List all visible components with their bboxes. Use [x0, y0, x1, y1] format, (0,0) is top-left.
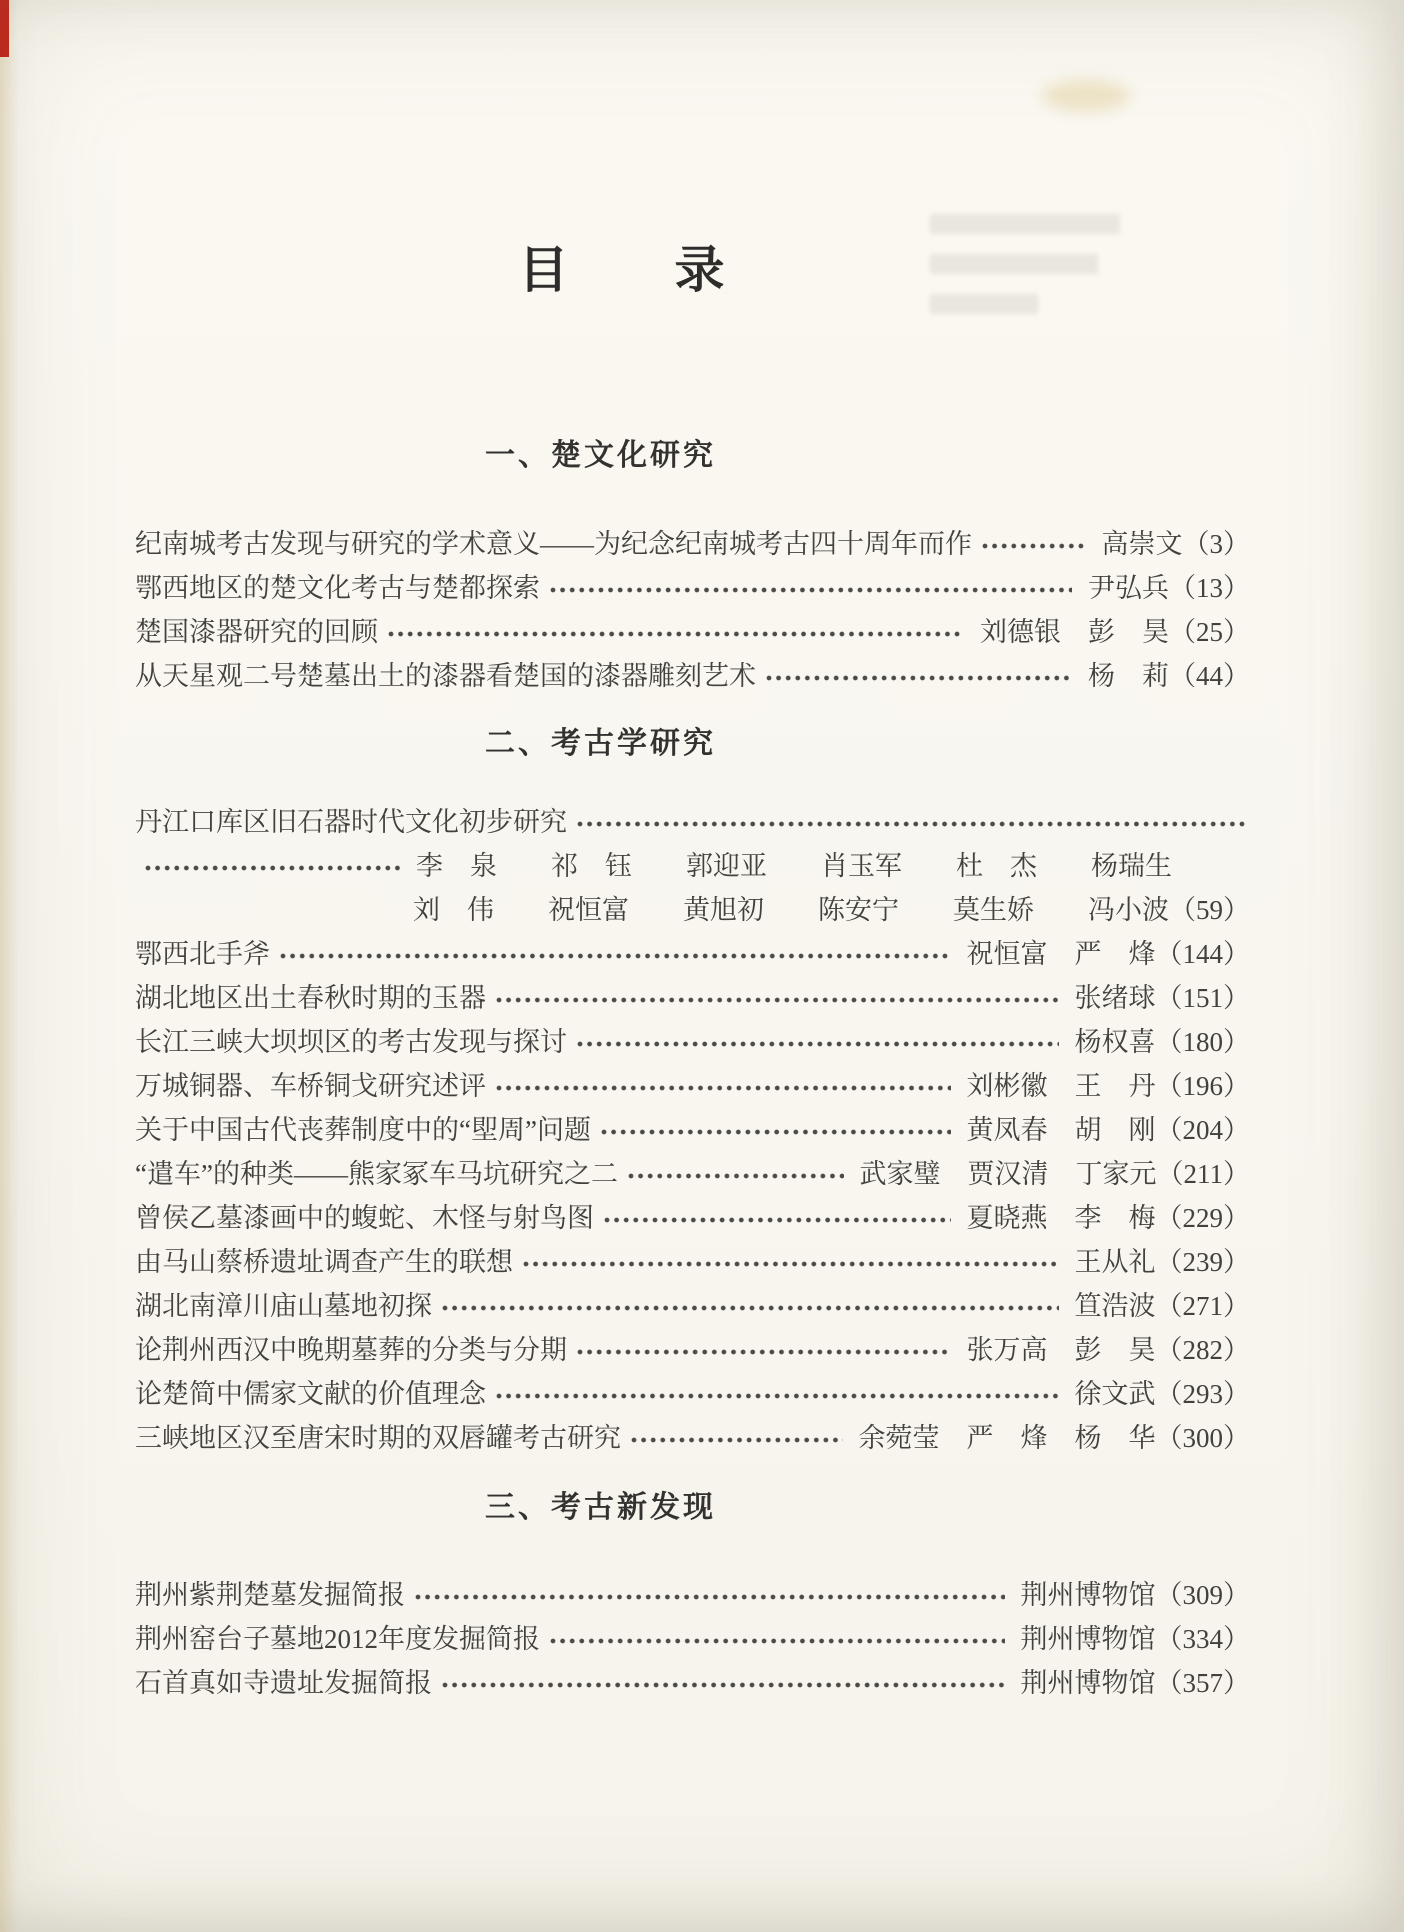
section-heading: 三、考古新发现 — [485, 1491, 716, 1524]
page-title: 目 录 — [518, 242, 727, 298]
toc-section — [135, 438, 1250, 698]
entry-page-number: （309） — [1155, 1580, 1250, 1610]
entry-authors: 刘 伟 祝恒富 黄旭初 陈安宁 莫生娇 冯小波 — [413, 895, 1169, 925]
dotted-leader — [577, 1349, 951, 1355]
toc-entry — [135, 1573, 1250, 1617]
page-edge-shading — [0, 0, 18, 1932]
entry-title: 湖北南漳川庙山墓地初探 — [135, 1291, 432, 1321]
toc-content — [135, 0, 1250, 1705]
dotted-leader — [442, 1305, 1059, 1311]
entry-title: 鄂西地区的楚文化考古与楚都探索 — [135, 573, 540, 603]
dotted-leader — [550, 1638, 1005, 1644]
entry-page-number: （282） — [1155, 1335, 1250, 1365]
entry-page-number: （59） — [1169, 895, 1250, 925]
entry-authors: 张万高 彭 昊 — [966, 1335, 1156, 1365]
dotted-leader — [628, 1173, 844, 1179]
entry-title: 曾侯乙墓漆画中的蝮蛇、木怪与射鸟图 — [135, 1203, 594, 1233]
entry-page-number: （204） — [1155, 1115, 1250, 1145]
entry-authors: 祝恒富 严 烽 — [966, 939, 1156, 969]
toc-entry — [135, 1020, 1250, 1064]
entry-page-number: （357） — [1155, 1668, 1250, 1698]
toc-entry — [135, 1617, 1250, 1661]
entry-title: “遣车”的种类——熊家冢车马坑研究之二 — [135, 1159, 618, 1189]
entry-authors: 荆州博物馆 — [1020, 1580, 1156, 1610]
entry-page-number: （300） — [1155, 1423, 1250, 1453]
entry-page-number: （211） — [1156, 1159, 1250, 1189]
entry-page-number: （151） — [1155, 983, 1250, 1013]
toc-entry — [135, 654, 1250, 698]
entry-title: 从天星观二号楚墓出土的漆器看楚国的漆器雕刻艺术 — [135, 661, 756, 691]
entry-title: 荆州窑台子墓地2012年度发掘简报 — [135, 1624, 540, 1654]
entry-authors: 武家璧 贾汉清 丁家元 — [859, 1159, 1157, 1189]
toc-entry — [135, 1372, 1250, 1416]
entry-page-number: （180） — [1155, 1027, 1250, 1057]
toc-entry — [135, 1196, 1250, 1240]
dotted-leader — [496, 1393, 1059, 1399]
entry-title: 纪南城考古发现与研究的学术意义——为纪念纪南城考古四十周年而作 — [135, 529, 972, 559]
entry-title: 石首真如寺遗址发掘简报 — [135, 1668, 432, 1698]
dotted-leader — [601, 1129, 951, 1135]
entry-authors: 李 泉 祁 钰 郭迎亚 肖玉军 杜 杰 杨瑞生 — [416, 851, 1172, 881]
dotted-leader — [280, 953, 951, 959]
dotted-leader — [496, 1085, 951, 1091]
entry-title: 三峡地区汉至唐宋时期的双唇罐考古研究 — [135, 1423, 621, 1453]
toc-entry — [135, 1108, 1250, 1152]
entry-page-number: （293） — [1155, 1379, 1250, 1409]
entry-title: 论楚简中儒家文献的价值理念 — [135, 1379, 486, 1409]
entry-page-number: （271） — [1155, 1291, 1250, 1321]
dotted-leader — [388, 631, 964, 637]
entry-authors: 荆州博物馆 — [1020, 1624, 1156, 1654]
entry-authors: 王从礼 — [1074, 1247, 1156, 1277]
dotted-leader — [577, 1041, 1059, 1047]
entry-page-number: （3） — [1182, 529, 1250, 559]
dotted-leader — [523, 1261, 1059, 1267]
entry-page-number: （229） — [1155, 1203, 1250, 1233]
entry-authors: 杨权喜 — [1074, 1027, 1156, 1057]
toc-entry — [135, 800, 1250, 844]
toc-entry — [135, 1328, 1250, 1372]
toc-section — [135, 1490, 1250, 1705]
toc-entry — [135, 1152, 1250, 1196]
section-heading: 二、考古学研究 — [485, 727, 716, 760]
dotted-leader — [145, 865, 400, 871]
toc-sections — [135, 438, 1250, 1705]
toc-entry — [135, 1416, 1250, 1460]
entry-authors: 刘德银 彭 昊 — [980, 617, 1169, 647]
entry-title: 鄂西北手斧 — [135, 939, 270, 969]
toc-section — [135, 726, 1250, 1460]
toc-entry — [135, 932, 1250, 976]
entry-authors: 尹弘兵 — [1088, 573, 1169, 603]
entry-authors: 荆州博物馆 — [1020, 1668, 1156, 1698]
toc-entry — [135, 1284, 1250, 1328]
entry-title: 长江三峡大坝坝区的考古发现与探讨 — [135, 1027, 567, 1057]
entry-page-number: （25） — [1169, 617, 1250, 647]
entry-authors: 黄凤春 胡 刚 — [966, 1115, 1156, 1145]
toc-entry — [135, 566, 1250, 610]
entry-page-number: （44） — [1169, 661, 1250, 691]
dotted-leader — [982, 543, 1086, 549]
entry-title: 荆州紫荆楚墓发掘简报 — [135, 1580, 405, 1610]
toc-entry — [135, 610, 1250, 654]
dotted-leader — [496, 997, 1059, 1003]
entry-authors: 夏晓燕 李 梅 — [966, 1203, 1156, 1233]
entry-authors: 刘彬徽 王 丹 — [966, 1071, 1156, 1101]
dotted-leader — [415, 1594, 1005, 1600]
entry-title: 湖北地区出土春秋时期的玉器 — [135, 983, 486, 1013]
toc-entry — [135, 844, 1250, 888]
entry-authors: 笪浩波 — [1074, 1291, 1156, 1321]
entry-title: 丹江口库区旧石器时代文化初步研究 — [135, 807, 567, 837]
entry-authors: 徐文武 — [1074, 1379, 1156, 1409]
entry-page-number: （196） — [1155, 1071, 1250, 1101]
entry-title: 万城铜器、车桥铜戈研究述评 — [135, 1071, 486, 1101]
entry-page-number: （13） — [1169, 573, 1250, 603]
scan-edge-artifact — [0, 0, 9, 57]
dotted-leader — [604, 1217, 951, 1223]
toc-entry — [135, 1661, 1250, 1705]
toc-entry — [135, 1064, 1250, 1108]
entry-title: 关于中国古代丧葬制度中的“堲周”问题 — [135, 1115, 591, 1145]
entry-title: 楚国漆器研究的回顾 — [135, 617, 378, 647]
entry-authors: 杨 莉 — [1088, 661, 1169, 691]
dotted-leader — [442, 1682, 1005, 1688]
entry-title: 论荆州西汉中晚期墓葬的分类与分期 — [135, 1335, 567, 1365]
entry-title: 由马山蔡桥遗址调查产生的联想 — [135, 1247, 513, 1277]
toc-entry — [135, 1240, 1250, 1284]
entry-page-number: （334） — [1155, 1624, 1250, 1654]
entry-authors: 高崇文 — [1101, 529, 1183, 559]
entry-authors: 张绪球 — [1074, 983, 1156, 1013]
section-heading: 一、楚文化研究 — [485, 439, 716, 472]
dotted-leader — [577, 821, 1248, 827]
entry-authors: 余菀莹 严 烽 杨 华 — [858, 1423, 1156, 1453]
entry-page-number: （144） — [1155, 939, 1250, 969]
entry-page-number: （239） — [1155, 1247, 1250, 1277]
dotted-leader — [631, 1437, 843, 1443]
toc-entry — [135, 888, 1250, 932]
toc-entry — [135, 976, 1250, 1020]
dotted-leader — [550, 587, 1072, 593]
toc-entry — [135, 522, 1250, 566]
dotted-leader — [766, 675, 1072, 681]
